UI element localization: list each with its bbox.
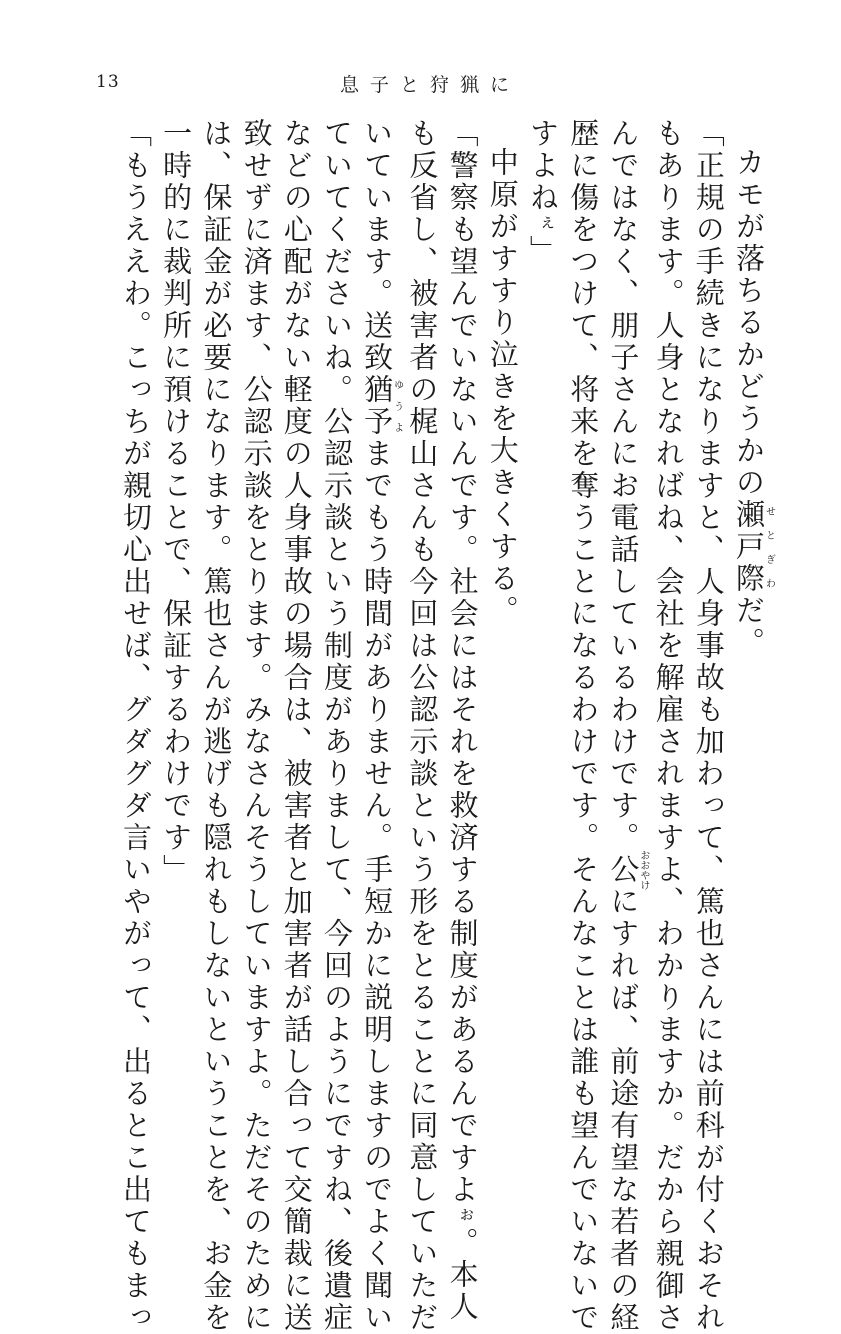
text-line-15: 一時的に裁判所に預けることで、保証するわけです」 — [159, 118, 194, 886]
text-line-6: すよねぇ」 — [525, 118, 560, 267]
text-line-2: 「正規の手続きになりますと、人身事故も加わって、篤也さんには前科が付くおそれ — [691, 118, 726, 1334]
text-line-16: 「もうええわ。こっちが親切心出せば、グダグダ言いやがって、出るとこ出てもまっ — [118, 118, 153, 1334]
text-line-1: カモが落ちるかどうかの瀬戸際せとぎわだ。 — [732, 147, 775, 659]
ruby-annotation: 瀬戸際せとぎわ — [732, 499, 775, 595]
text-columns — [116, 118, 775, 1334]
text-line-12: などの心配がない軽度の人身事故の場合は、被害者と加害者が話し合って交簡裁に送 — [279, 118, 314, 1334]
text-line-7: 中原がすすり泣きを大きくする。 — [485, 147, 520, 627]
text-line-10: いています。送致猶予ゆうよまでもう時間がありません。手短かに説明しますのでよく聞い — [360, 118, 403, 1334]
text-line-14: は、保証金が必要になります。篤也さんが逃げも隠れもしないということを、お金を — [199, 118, 234, 1334]
text-line-9: も反省し、被害者の梶山さんも今回は公認示談という形をとることに同意していただ — [405, 118, 440, 1334]
text-line-8: 「警察も望んでいないんです。社会にはそれを救済する制度があるんですよぉ。本人 — [445, 118, 480, 1323]
small-kana: ぇ — [532, 214, 554, 235]
small-kana: ぉ — [452, 1206, 474, 1227]
body-text — [98, 118, 775, 1334]
running-title: 息子と狩猟に — [340, 74, 521, 96]
text-line-5: 歴に傷をつけて、将来を奪うことになるわけです。そんなことは誰も望んでいないで — [566, 118, 601, 1334]
ruby-annotation: 公おおやけ — [606, 850, 649, 890]
ruby-annotation: 猶予ゆうよ — [360, 374, 403, 438]
page-number: 13 — [96, 72, 120, 92]
text-line-4: んではなく、朋子さんにお電話しているわけです。公おおやけにすれば、前途有望な若者の経 — [606, 118, 649, 1334]
text-line-11: ていてくださいね。公認示談という制度がありまして、今回のようにですね、後遺症 — [319, 118, 354, 1334]
text-line-3: もあります。人身となればね、会社を解雇されますよ、わかりますか。だから親御さ — [651, 118, 686, 1334]
text-line-13: 致せずに済ます、公認示談をとります。みなさんそうしていますよ。ただそのために — [239, 118, 274, 1334]
